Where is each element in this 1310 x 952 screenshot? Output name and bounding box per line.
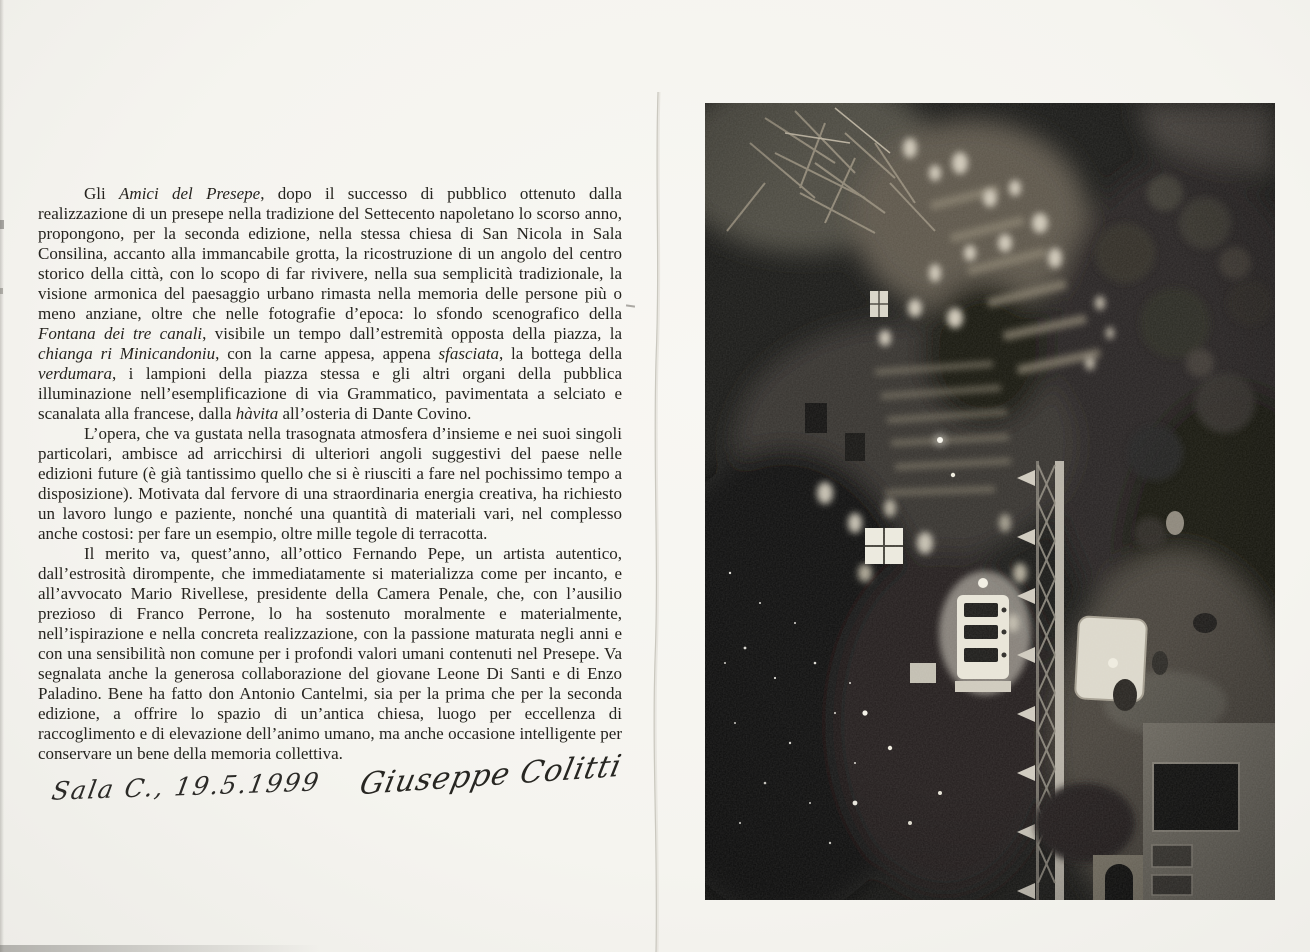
paragraph: Gli Amici del Presepe, dopo il successo di pubblico ottenuto dalla realizzazione di un presepe nella tradizione del Settecento napoletano lo scorso anno, propongono, per la seconda edizione, nella stessa chiesa di San Nicola in Sala Consilina, accanto alla immancabile grotta, la ricostruzione di un angolo del centro storico della città, con lo scopo di far rivivere, nella sua semplicità tradizionale, la visione armonica del paesaggio urbano rimasta nella memoria delle persone più o meno anziane, oltre che nelle fotografie d’epoca: lo sfondo scenografico della Fontana dei tre canali, visibile un tempo dall’estremità opposta della piazza, la chianga ri Minicandoniu, con la carne appesa, appena sfasciata, la bottega della verdumara, i lampioni della piazza stessa e gli altri organi della pubblica illuminazione nell’esemplificazione di via Grammatico, pavimentata a selciato e scanalata alla francese, dalla hàvita all’osteria di Dante Covino. [38, 184, 623, 423]
edge-mark [0, 220, 4, 229]
paragraph: L’opera, che va gustata nella trasognata atmosfera d’insieme e nei suoi singoli particolari, ambisce ad arricchirsi di ulteriori angoli suggestivi del paese nelle edizioni future (è già tantissimo quello che si è riusciti a fare nel pochissimo tempo a disposizione). Motivata dal fervore di una straordinaria energia creativa, ha richiesto un lavoro lungo e paziente, nonché una quantità di materiali vari, nel complesso anche costosi: per fare un esempio, oltre mille tegole di terracotta. [38, 424, 622, 543]
page-left-edge [0, 0, 4, 952]
handwritten-dateline: Sala C., 19.5.1999 [49, 767, 323, 806]
text-block [38, 184, 622, 764]
paragraph: Il merito va, quest’anno, all’ottico Fernando Pepe, un artista autentico, dall’estrosità dirompente, che immediatamente si materializza come per incanto, e all’avvocato Mario Rivellese, presidente della Camera Penale, che, con l’ausilio prezioso di Franco Perrone, lo ha sostenuto moralmente e materialmente, nell’ispirazione e nella concreta realizzazione, con la passione maturata negli anni e con una sensibilità non comune per i profondi valori umani contenuti nel Presepe. Va segnalata anche la generosa collaborazione del giovane Leone Di Santi e di Enzo Paladino. Bene ha fatto don Antonio Cantelmi, sia per la prima che per la seconda edizione, a offrire lo spazio di un’antica chiesa, luogo per eccellenza di raccoglimento e di elevazione dell’animo umano, ma anche occasione intelligente per conservare un bene della memoria collettiva. [38, 544, 622, 763]
bottom-page-edge [0, 945, 320, 952]
presepe-night-photo [705, 103, 1275, 900]
edge-mark [0, 288, 3, 294]
photo-grain [705, 103, 1275, 900]
signature-row [38, 748, 626, 836]
stray-mark [626, 304, 635, 307]
handwritten-signature: Giuseppe Colitti [356, 748, 626, 803]
